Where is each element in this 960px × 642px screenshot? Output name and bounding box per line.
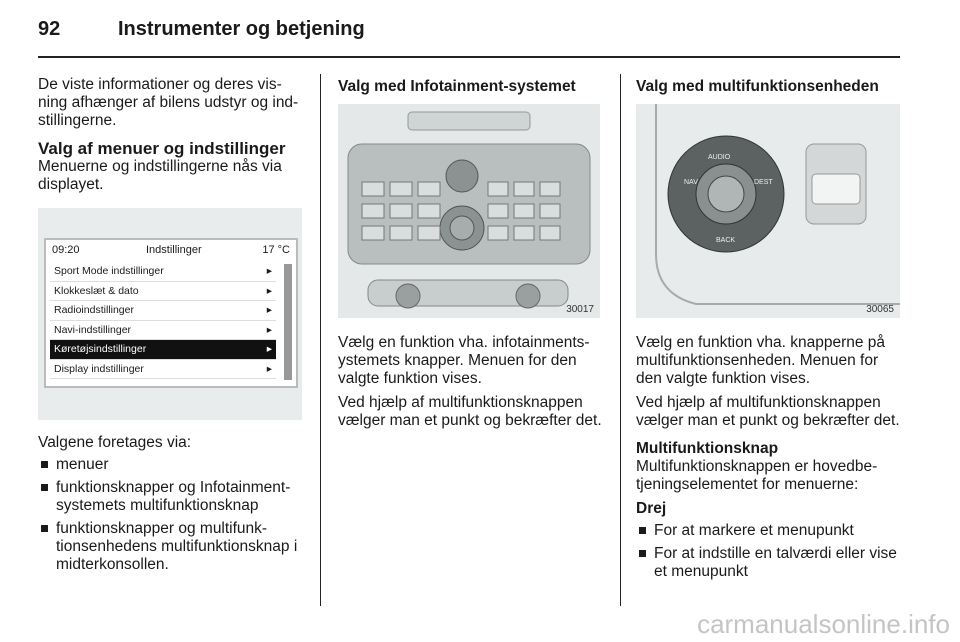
- page-title: Instrumenter og betjening: [118, 18, 365, 40]
- screen-temp: 17 °C: [262, 244, 290, 256]
- paragraph: Ved hjælp af multifunktionsknappen vælger man et punkt og bekræfter det.: [338, 394, 602, 429]
- column-2-heading: Valg med Infotainment-systemet: [338, 78, 576, 95]
- list-item: For at indstille en talværdi eller vise et menupunkt: [636, 545, 906, 581]
- column-divider-2: [620, 74, 621, 606]
- chevron-right-icon: ▸: [266, 343, 272, 355]
- screen-menu-item[interactable]: [50, 321, 276, 341]
- paragraph: Multifunktionsknappen er hovedbe-tjeningselementet for menuerne:: [636, 458, 878, 493]
- drej-list: [636, 522, 906, 581]
- audio-label: AUDIO: [708, 154, 731, 161]
- screen-menu-item-label: Sport Mode indstillinger: [54, 265, 164, 277]
- multifunction-unit-illustration: [636, 104, 900, 318]
- sub-sub-heading: Drej: [636, 500, 667, 517]
- column-1: [38, 76, 306, 200]
- chevron-right-icon: ▸: [266, 323, 272, 336]
- nav-label: NAV: [684, 179, 698, 186]
- watermark: carmanualsonline.info: [697, 609, 950, 639]
- screen-menu-item-label: Radioindstillinger: [54, 304, 134, 316]
- list-item: funktionsknapper og Infotainment-systemets multifunktionsknap: [38, 479, 306, 515]
- screen-menu-list: [50, 262, 276, 379]
- screen-menu-item[interactable]: [50, 340, 276, 360]
- list-item: For at markere et menupunkt: [636, 522, 906, 540]
- screen-top-bar: [46, 240, 296, 260]
- paragraph: Vælg en funktion vha. infotainments-ystemets knapper. Menuen for den valgte funktion vises.: [338, 334, 590, 387]
- dest-label: DEST: [754, 179, 773, 186]
- screen-menu-item[interactable]: [50, 360, 276, 380]
- column-divider-1: [320, 74, 321, 606]
- infotainment-panel-illustration: [338, 104, 600, 318]
- sub-heading: Multifunktionsknap: [636, 440, 779, 457]
- list-item: funktionsknapper og multifunk-tionsenhedens multifunktionsknap i midterkonsollen.: [38, 520, 306, 574]
- section-text: Menuerne og indstillingerne nås via displayet.: [38, 158, 282, 193]
- section-heading: Valg af menuer og indstillinger: [38, 139, 286, 158]
- column-3-text: [636, 334, 906, 586]
- display-screen: [44, 238, 298, 388]
- choices-list: [38, 456, 306, 574]
- screen-menu-item-label: Klokkeslæt & dato: [54, 284, 139, 297]
- screen-menu-item[interactable]: [50, 262, 276, 282]
- screen-menu-item-label: Køretøjsindstillinger: [54, 343, 147, 355]
- screen-menu-item[interactable]: [50, 301, 276, 321]
- column-3-heading: Valg med multifunktionsenheden: [636, 78, 879, 95]
- screen-menu-item-label: Navi-indstillinger: [54, 323, 132, 336]
- intro-text: De viste informationer og deres vis-ning afhænger af bilens udstyr og ind-stillingerne.: [38, 76, 299, 129]
- figure-number: 30065: [866, 304, 894, 315]
- page-number: 92: [38, 18, 61, 40]
- list-item: menuer: [38, 456, 306, 474]
- back-label: BACK: [716, 237, 736, 244]
- column-2-text: [338, 334, 610, 436]
- screen-time: 09:20: [52, 244, 80, 256]
- column-1-lower: [38, 434, 306, 579]
- screen-menu-item[interactable]: [50, 282, 276, 302]
- screen-title: Indstillinger: [146, 244, 202, 256]
- display-figure: [38, 208, 302, 420]
- paragraph: Vælg en funktion vha. knapperne på multifunktionsenheden. Menuen for den valgte funktion vises.: [636, 334, 886, 387]
- figure-number: 30017: [566, 304, 594, 315]
- header-rule: [38, 56, 900, 58]
- chevron-right-icon: ▸: [266, 362, 272, 375]
- screen-scrollbar: [284, 264, 292, 380]
- screen-menu-item-label: Display indstillinger: [54, 362, 144, 375]
- chevron-right-icon: ▸: [266, 265, 272, 277]
- chevron-right-icon: ▸: [266, 304, 272, 316]
- paragraph: Ved hjælp af multifunktionsknappen vælger man et punkt og bekræfter det.: [636, 394, 900, 429]
- infotainment-figure: [338, 104, 600, 318]
- choices-intro: Valgene foretages via:: [38, 434, 192, 451]
- multifunction-figure: [636, 104, 900, 318]
- chevron-right-icon: ▸: [266, 284, 272, 297]
